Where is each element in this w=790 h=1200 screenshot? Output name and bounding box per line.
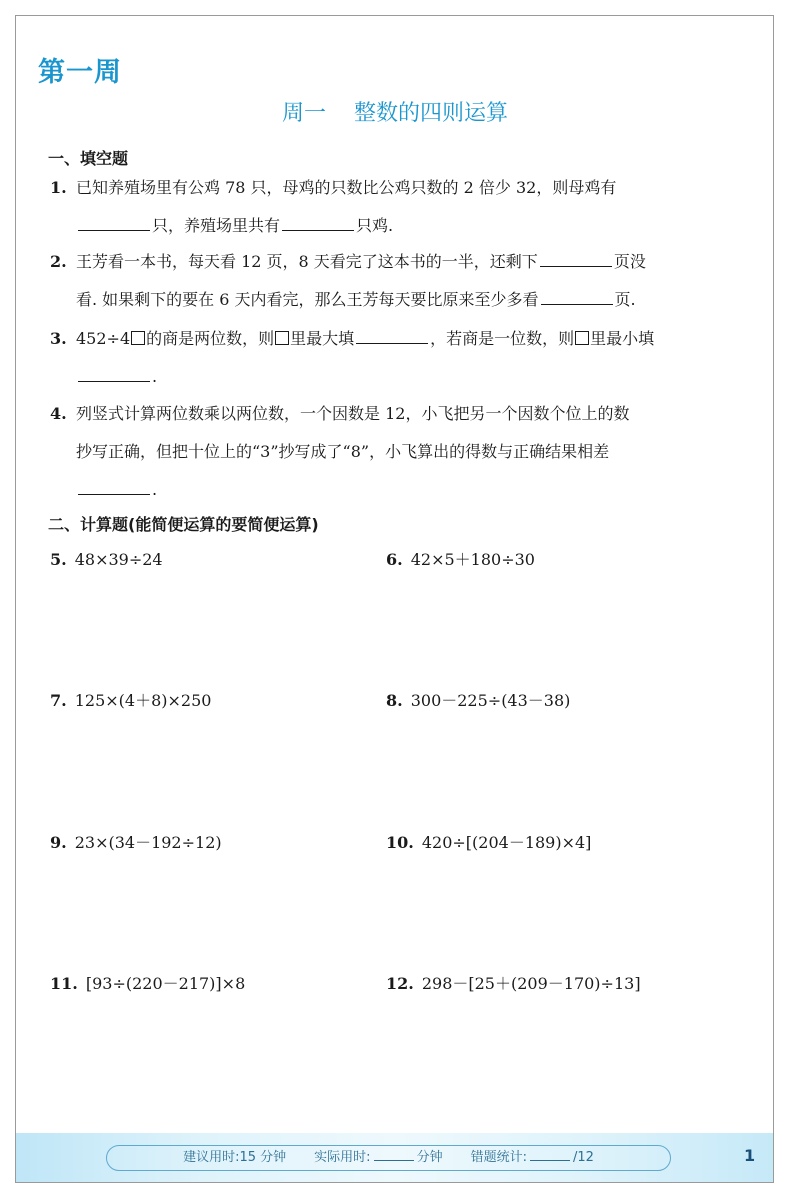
answer-blank[interactable] bbox=[356, 327, 428, 344]
answer-blank[interactable] bbox=[78, 365, 150, 382]
question-number: 1. bbox=[50, 178, 67, 197]
box-square bbox=[275, 331, 289, 345]
question-number: 3. bbox=[50, 329, 67, 348]
answer-blank[interactable] bbox=[282, 214, 354, 231]
box-square bbox=[575, 331, 589, 345]
error-count: 错题统计: /12 bbox=[471, 1146, 594, 1170]
calc-question-9: 9. 23×(34－192÷12) bbox=[50, 833, 222, 852]
box-square bbox=[131, 331, 145, 345]
calc-question-12: 12. 298－[25＋(209－170)÷13] bbox=[386, 974, 641, 993]
section-heading-calc: 二、计算题(能简便运算的要简便运算) bbox=[48, 515, 319, 534]
calc-question-6: 6. 42×5＋180÷30 bbox=[386, 550, 535, 569]
calc-question-7: 7. 125×(4＋8)×250 bbox=[50, 691, 212, 710]
fill-question-4: 4. 列竖式计算两位数乘以两位数，一个因数是 12，小飞把另一个因数个位上的数 抄写正确，但把十位上的“3”抄写成了“8”，小飞算出的得数与正确结果相差 . bbox=[50, 395, 730, 509]
page-number: 1 bbox=[744, 1146, 756, 1165]
actual-time: 实际用时: 分钟 bbox=[314, 1146, 442, 1170]
fill-question-2: 2. 王芳看一本书，每天看 12 页，8 天看完了这本书的一半，还剩下 页没 看. 如果剩下的要在 6 天内看完，那么王芳每天要比原来至少多看 页. bbox=[50, 243, 730, 319]
footer-stats bbox=[106, 1145, 671, 1171]
actual-time-blank[interactable] bbox=[374, 1146, 414, 1161]
lesson-topic: 整数的四则运算 bbox=[354, 101, 509, 126]
answer-blank[interactable] bbox=[541, 288, 613, 305]
answer-blank[interactable] bbox=[78, 214, 150, 231]
calc-question-8: 8. 300－225÷(43－38) bbox=[386, 691, 571, 710]
question-number: 4. bbox=[50, 404, 67, 423]
week-title: 第一周 bbox=[38, 57, 122, 88]
section-heading-fill: 一、填空题 bbox=[48, 149, 129, 168]
answer-blank[interactable] bbox=[78, 478, 150, 495]
error-count-blank[interactable] bbox=[530, 1146, 570, 1161]
question-number: 2. bbox=[50, 252, 67, 271]
calc-question-11: 11. [93÷(220－217)]×8 bbox=[50, 974, 246, 993]
fill-question-3: 3. 452÷4 的商是两位数，则 里最大填 ，若商是一位数，则 里最小填 . bbox=[50, 320, 730, 396]
lesson-title bbox=[0, 96, 790, 127]
lesson-day: 周一 bbox=[281, 101, 326, 126]
fill-question-1: 1. 已知养殖场里有公鸡 78 只，母鸡的只数比公鸡只数的 2 倍少 32，则母鸡有 只，养殖场里共有 只鸡. bbox=[50, 169, 730, 245]
calc-question-10: 10. 420÷[(204－189)×4] bbox=[386, 833, 592, 852]
calc-question-5: 5. 48×39÷24 bbox=[50, 550, 163, 569]
answer-blank[interactable] bbox=[540, 250, 612, 267]
suggested-time: 建议用时:15 分钟 bbox=[183, 1150, 287, 1165]
